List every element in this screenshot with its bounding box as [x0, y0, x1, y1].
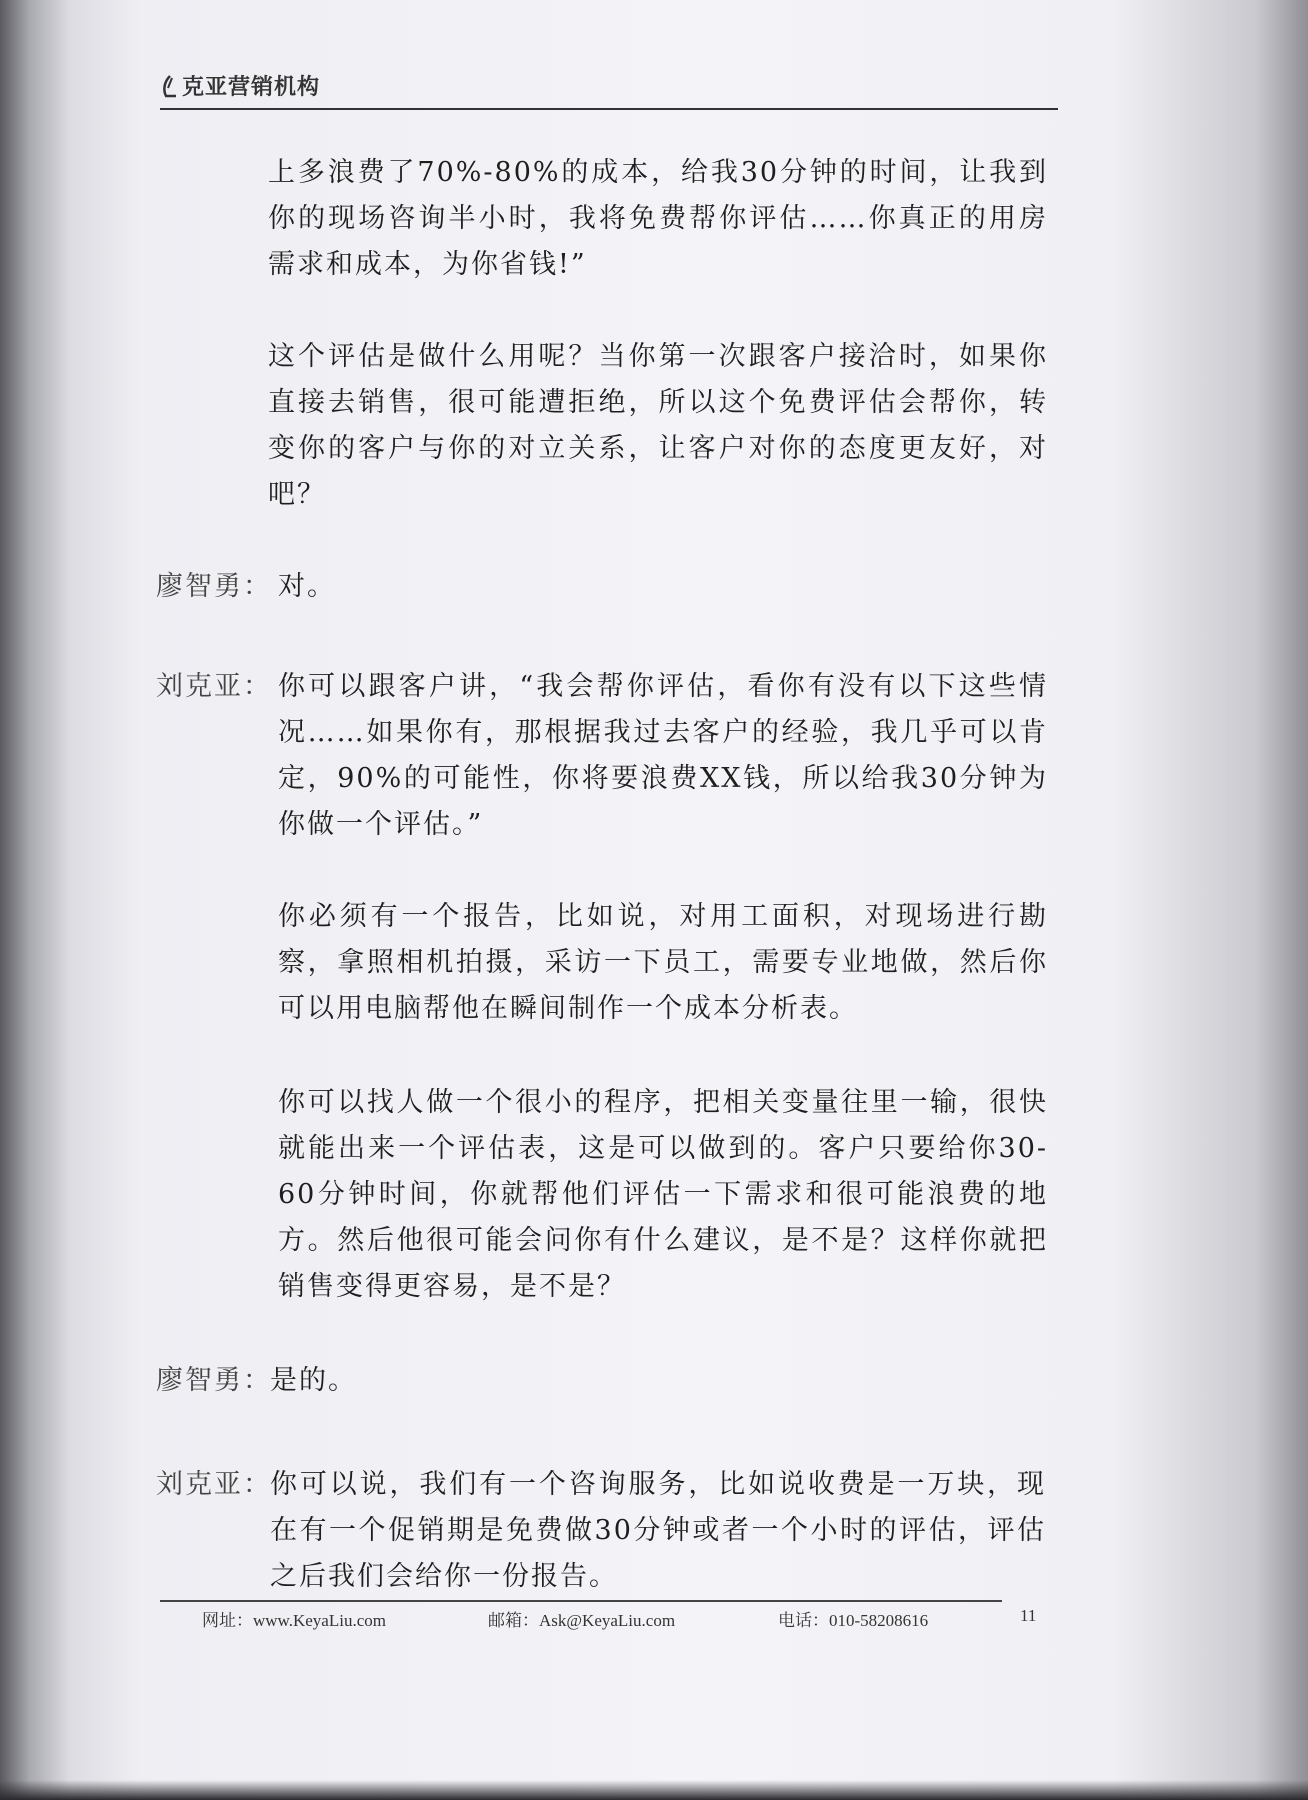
- footer-divider: [160, 1600, 1002, 1602]
- speaker-label: 刘克亚：: [156, 671, 272, 702]
- paragraph: 你可以找人做一个很小的程序，把相关变量往里一输，很快就能出来一个评估表，这是可以做到的。客户只要给你30-60分钟时间，你就帮他们评估一下需求和很可能浪费的地方。然后他很可能会问你有什么建议，是不是？这样你就把销售变得更容易，是不是？: [278, 1087, 1048, 1302]
- dialogue-text: 是的。: [270, 1365, 357, 1396]
- dialogue-text: 你可以跟客户讲，“我会帮你评估，看你有没有以下这些情况……如果你有，那根据我过去客户的经验，我几乎可以肯定，90%的可能性，你将要浪费XX钱，所以给我30分钟为你做一个评估。”: [278, 671, 1048, 840]
- dialogue-text: 你可以说，我们有一个咨询服务，比如说收费是一万块，现在有一个促销期是免费做30分钟或者一个小时的评估，评估之后我们会给你一份报告。: [270, 1469, 1046, 1592]
- speaker-label: 刘克亚：: [156, 1469, 272, 1500]
- footer-website: 网址：www.KeyaLiu.com: [202, 1611, 386, 1630]
- header-divider: [160, 108, 1058, 110]
- logo-text: 克亚营销机构: [182, 75, 321, 100]
- dialogue-text: 对。: [278, 571, 336, 602]
- paragraph: 上多浪费了70%-80%的成本，给我30分钟的时间，让我到你的现场咨询半小时，我将免费帮你评估……你真正的用房需求和成本，为你省钱!”: [268, 157, 1048, 280]
- logo-icon: [160, 74, 178, 98]
- page-header: [160, 70, 1060, 101]
- paragraph: 这个评估是做什么用呢？当你第一次跟客户接洽时，如果你直接去销售，很可能遭拒绝，所以这个免费评估会帮你，转变你的客户与你的对立关系，让客户对你的态度更友好，对吧？: [268, 341, 1048, 510]
- paragraph: 你必须有一个报告，比如说，对用工面积，对现场进行勘察，拿照相机拍摄，采访一下员工，需要专业地做，然后你可以用电脑帮他在瞬间制作一个成本分析表。: [278, 901, 1048, 1024]
- speaker-label: 廖智勇：: [156, 571, 272, 602]
- speaker-label: 廖智勇：: [156, 1365, 272, 1396]
- page-number: 11: [1020, 1606, 1037, 1625]
- footer-email: 邮箱：Ask@KeyaLiu.com: [488, 1611, 676, 1630]
- footer-phone: 电话：010-58208616: [778, 1611, 929, 1630]
